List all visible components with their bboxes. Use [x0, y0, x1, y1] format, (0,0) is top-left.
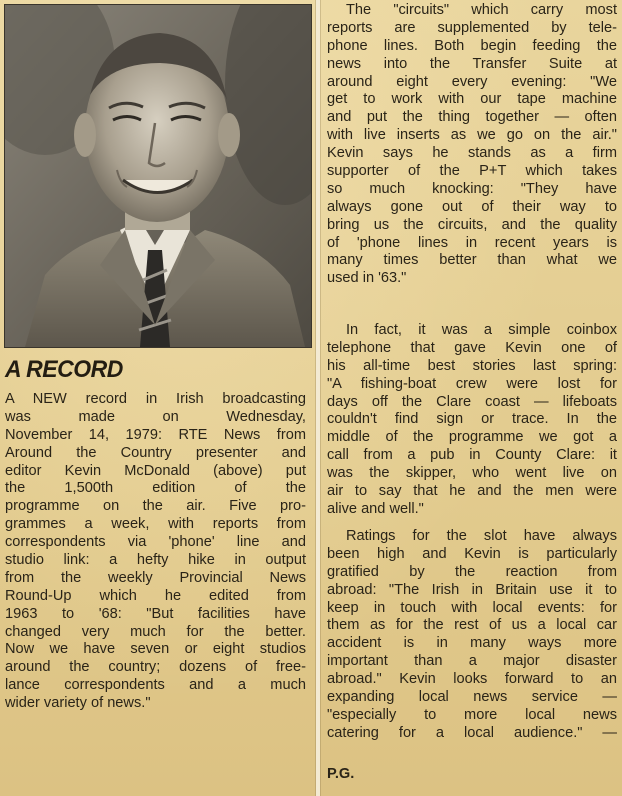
coinbox-paragraph	[327, 322, 617, 519]
text-line: around eight every evening: "We	[327, 73, 617, 90]
text-line: expanding local news service —	[327, 689, 617, 706]
text-line: gratified by the reaction from	[327, 563, 617, 580]
text-line: news into the Transfer Suite at	[327, 55, 617, 72]
text-line: lance correspondents and a much	[5, 677, 306, 694]
author-byline: P.G.	[327, 766, 355, 782]
text-line: Round-Up which he edited from	[5, 587, 306, 604]
text-line: wider variety of news."	[5, 695, 151, 712]
text-line: abroad." Kevin looks forward to an	[327, 671, 617, 688]
text-line: middle of the programme we got a	[327, 429, 617, 446]
text-line: alive and well."	[327, 500, 424, 517]
text-line: The "circuits" which carry most	[346, 2, 617, 18]
text-line: "A fishing-boat crew were lost for	[327, 375, 617, 392]
text-line: days off the Clare coast — lifeboats	[327, 393, 617, 410]
portrait-photo	[4, 4, 312, 348]
text-line: changed very much for the better.	[5, 623, 306, 640]
text-line: supporter of the P+T which takes	[327, 163, 617, 180]
text-line: correspondents via 'phone' line and	[5, 534, 306, 551]
text-line: Kevin says he stands as a firm	[327, 145, 617, 162]
text-line: Around the Country presenter and	[5, 444, 306, 461]
text-line: get to work with our tape machine	[327, 91, 617, 108]
text-line: was the skipper, who went live on	[327, 465, 617, 482]
text-line: studio link: a hefty hike in output	[5, 552, 306, 569]
text-line: programme on the air. Five pro-	[5, 498, 306, 515]
text-line: bring us the circuits, and the quality	[327, 216, 617, 233]
text-line: important than a major disaster	[327, 653, 617, 670]
text-line: 1963 to '68: "But facilities have	[5, 605, 306, 622]
text-line: "especially to more local news	[327, 706, 617, 723]
circuits-paragraph	[327, 2, 617, 288]
text-line: Ratings for the slot have always	[346, 528, 617, 544]
text-line: editor Kevin McDonald (above) put	[5, 462, 306, 479]
text-line: his all-time best stories last spring:	[327, 357, 617, 374]
text-line: always gone out of their way to	[327, 198, 617, 215]
text-line: been high and Kevin is particularly	[327, 545, 617, 562]
text-line: catering for a local audience." —	[327, 724, 617, 741]
text-line: so much knocking: "They have	[327, 180, 617, 197]
text-line: of 'phone lines in recent years is	[327, 234, 617, 251]
article-headline: A RECORD	[5, 355, 123, 383]
text-line: from the weekly Provincial News	[5, 569, 306, 586]
text-line: with live inserts as we go on the air."	[327, 127, 617, 144]
text-line: November 14, 1979: RTE News from	[5, 426, 306, 443]
text-line: around the country; dozens of free-	[5, 659, 306, 676]
column-divider	[316, 0, 320, 796]
text-line: couldn't find sign or trace. In the	[327, 411, 617, 428]
text-line: In fact, it was a simple coinbox	[346, 322, 617, 338]
text-line: accident is in many ways more	[327, 635, 617, 652]
text-line: used in '63."	[327, 270, 407, 287]
text-line: keep in touch with local events: for	[327, 599, 617, 616]
text-line: many times better than what we	[327, 252, 617, 269]
text-line: Now we have seven or eight studios	[5, 641, 306, 658]
text-line: reports are supplemented by tele-	[327, 19, 617, 36]
text-line: A NEW record in Irish broadcasting	[5, 391, 306, 407]
text-line: abroad: "The Irish in Britain use it to	[327, 581, 617, 598]
intro-paragraph	[5, 391, 306, 713]
text-line: grammes a week, with reports from	[5, 516, 306, 533]
text-line: them as for the rest of us a local car	[327, 617, 617, 634]
text-line: the 1,500th edition of the	[5, 480, 306, 497]
text-line: air to say that he and the men were	[327, 483, 617, 500]
text-line: telephone that gave Kevin one of	[327, 339, 617, 356]
text-line: call from a pub in County Clare: it	[327, 447, 617, 464]
text-line: was made on Wednesday,	[5, 408, 306, 425]
text-line: phone lines. Both begin feeding the	[327, 37, 617, 54]
text-line: and put the thing together — often	[327, 109, 617, 126]
ratings-paragraph	[327, 528, 617, 743]
